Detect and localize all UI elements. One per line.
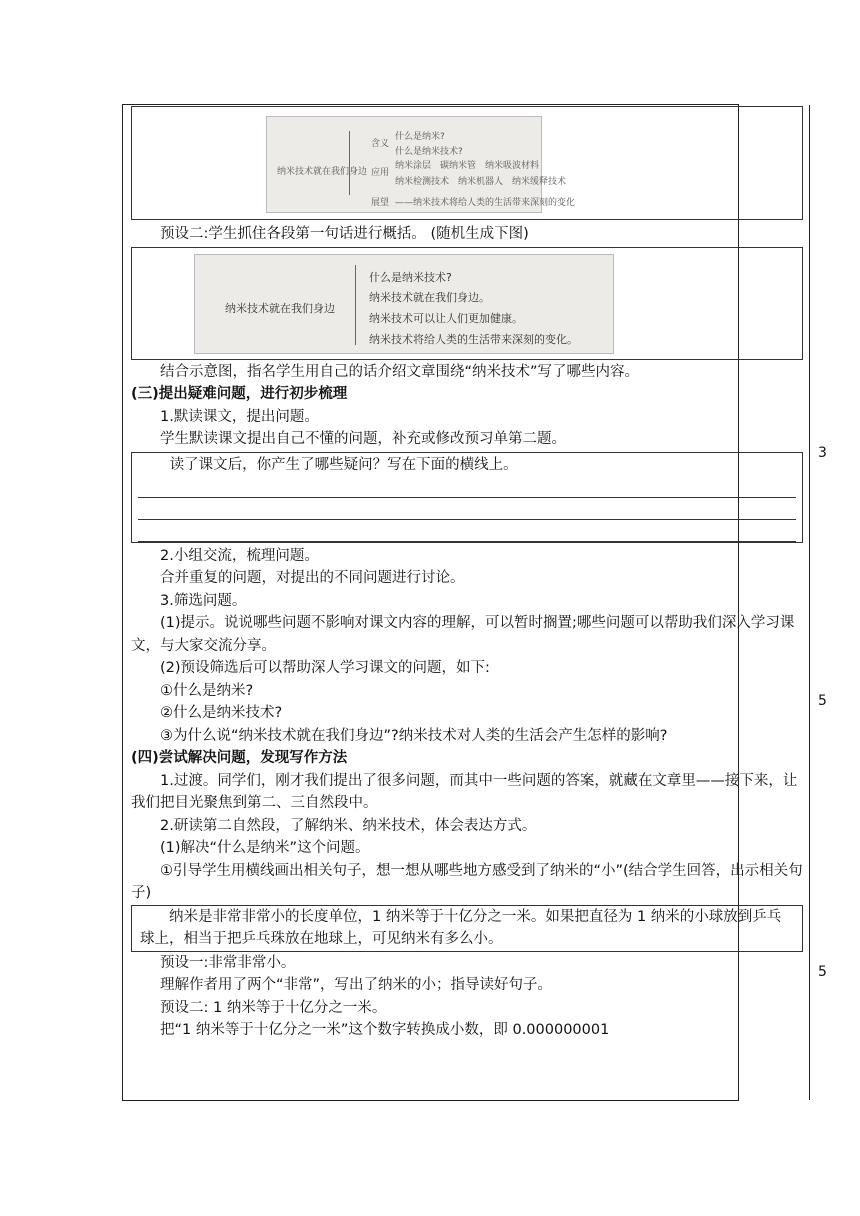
column-divider [809,105,810,1100]
answer-line [138,476,796,498]
preset2-text: 预设二:学生抓住各段第一句话进行概括。 (随机生成下图) [160,226,529,242]
time-number: 3 [818,445,827,461]
paragraph: (1)解决“什么是纳米”这个问题。 [160,840,370,856]
diagram1-group-label: 含义 [371,139,390,149]
paragraph: 1.过渡。同学们，刚才我们提出了很多问题，而其中一些问题的答案，就藏在文章里——接下来，让我们把目光聚焦到第二、三自然段中。 [131,772,798,811]
paragraph: 理解作者用了两个“非常”，写出了纳米的小；指导读好句子。 [160,977,553,993]
question-prompt: 读了课文后，你产生了哪些疑问？写在下面的横线上。 [169,456,518,473]
paragraph: 2.小组交流，梳理问题。 [160,547,319,564]
diagram1-group-label: 展望 [371,198,390,208]
diagram1-item: 纳米涂层 碳纳米管 纳米吸波材料 [395,161,540,171]
paragraph: 学生默读课文提出自己不懂的问题，补充或修改预习单第二题。 [160,431,566,447]
paragraph: 2.研读第二自然段，了解纳米、纳米技术，体会表达方式。 [160,817,537,834]
paragraph: 合并重复的问题，对提出的不同问题进行讨论。 [160,570,465,586]
quote-box [131,905,803,952]
diagram1-photo [266,116,576,213]
diagram1-item: 什么是纳米技术? [395,147,463,157]
time-number: 5 [818,693,827,709]
paragraph: 3.筛选问题。 [160,592,247,609]
diagram2-item: 什么是纳米技术? [369,270,452,284]
diagram2-item: 纳米技术就在我们身边。 [369,290,490,304]
diagram1-item: 纳米检测技术 纳米机器人 纳米缓释技术 [395,177,567,187]
diagram1-group-label: 应用 [371,168,390,178]
content-column [131,105,803,1042]
paragraph: 结合示意图，指名学生用自己的话介绍文章围绕“纳米技术”写了哪些内容。 [160,363,640,380]
paragraph: 预设二: 1 纳米等于十亿分之一米。 [160,999,387,1016]
answer-line [138,520,796,542]
diagram2-photo [194,254,614,354]
section-heading: (三)提出疑难问题，进行初步梳理 [131,386,348,402]
paragraph: 预设一:非常非常小。 [160,954,296,971]
paragraph: (1)提示。说说哪些问题不影响对课文内容的理解，可以暂时搁置;哪些问题可以帮助我们深入学习课文，与大家交流分享。 [131,615,795,654]
answer-line [138,498,796,520]
time-number: 5 [818,964,827,980]
diagram2-frame [131,247,803,360]
section-heading: (四)尝试解决问题，发现写作方法 [131,750,348,766]
paragraph: ③为什么说“纳米技术就在我们身边”?纳米技术对人类的生活会产生怎样的影响? [160,727,668,744]
paragraph: ①引导学生用横线画出相关句子，想一想从哪些地方感受到了纳米的“小”(结合学生回答，出示相关句子) [131,862,803,901]
diagram2-item: 纳米技术可以让人们更加健康。 [369,311,523,325]
paragraph: 把“1 纳米等于十亿分之一米”这个数字转换成小数，即 0.000000001 [160,1022,610,1038]
diagram2-item: 纳米技术将给人类的生活带来深刻的变化。 [369,332,578,346]
question-box [131,452,803,543]
diagram1-brace [349,131,350,195]
diagram1-center: 纳米技术就在我们身边 [277,167,368,177]
quote-text: 纳米是非常非常小的长度单位，1 纳米等于十亿分之一米。如果把直径为 1 纳米的小球放到乒乓球上，相当于把乒乓珠放在地球上，可见纳米有多么小。 [140,908,782,947]
paragraph: ①什么是纳米? [160,682,254,699]
diagram2-brace [355,265,356,345]
diagram1-item: 什么是纳米? [395,132,445,142]
diagram2-center: 纳米技术就在我们身边 [225,301,335,315]
paragraph: 1.默读课文，提出问题。 [160,408,319,425]
diagram1-frame [131,106,803,220]
paragraph: ②什么是纳米技术? [160,705,283,721]
lesson-table [122,104,827,1101]
paragraph: (2)预设筛选后可以帮助深人学习课文的问题，如下: [160,660,490,676]
diagram1-item: ——纳米技术将给人类的生活带来深刻的变化 [395,198,576,208]
